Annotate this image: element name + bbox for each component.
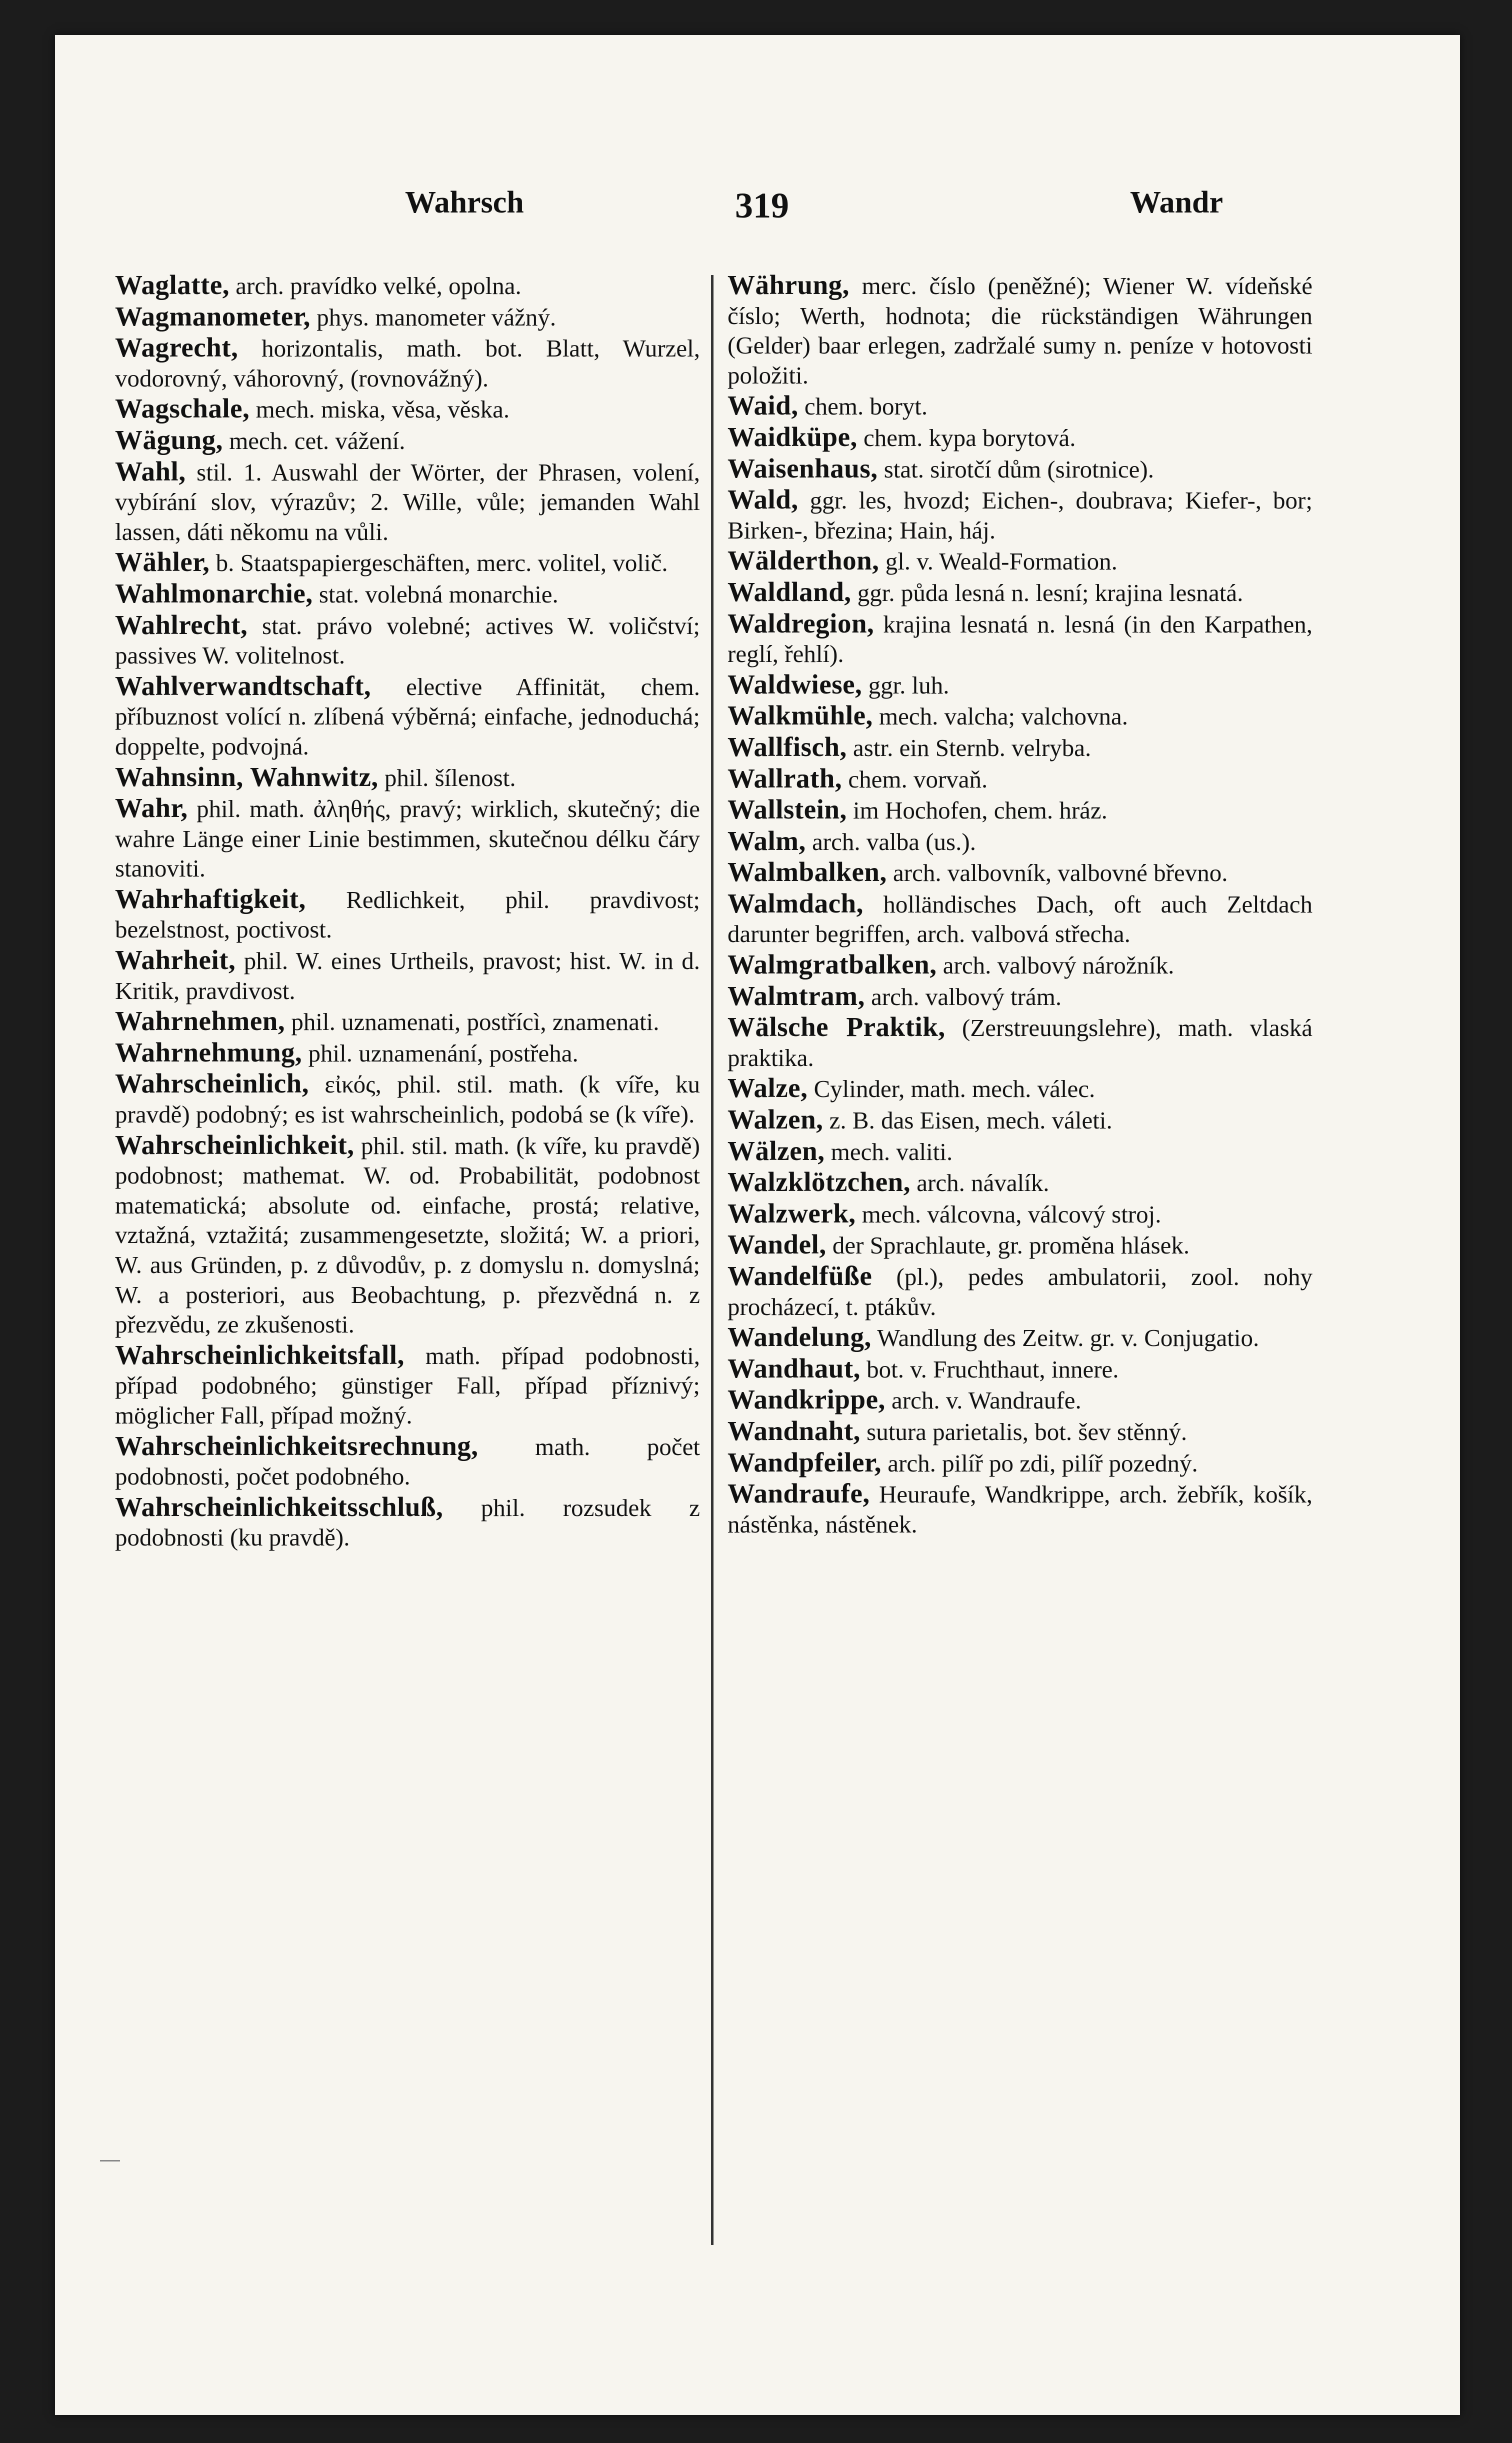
dictionary-entry (728, 1012, 1312, 1072)
entry-headword: Walmgratbalken, (728, 949, 937, 980)
entry-definition: sutura parietalis, bot. šev stěnný. (866, 1418, 1188, 1446)
book-page (55, 35, 1460, 2415)
entry-definition: horizontalis, math. bot. Blatt, Wurzel, vodorovný, váhorovný, (rovnovážný). (115, 334, 700, 392)
entry-headword: Wälzen, (728, 1135, 825, 1166)
dictionary-entry (115, 1038, 700, 1068)
dictionary-entry (728, 826, 1312, 857)
entry-headword: Wandelung, (728, 1322, 872, 1352)
dictionary-entry (728, 1073, 1312, 1104)
entry-headword: Waldland, (728, 576, 852, 607)
dictionary-entry (728, 764, 1312, 794)
dictionary-entry (728, 577, 1312, 608)
dictionary-entry (115, 332, 700, 393)
entry-headword: Walmbalken, (728, 856, 887, 888)
dictionary-entry (728, 888, 1312, 949)
entry-headword: Wagschale, (115, 393, 250, 424)
entry-definition: ggr. les, hvozd; Eichen-, doubrava; Kiefer-, bor; Birken-, březina; Hain, háj. (728, 486, 1312, 544)
dictionary-entry (728, 1322, 1312, 1353)
entry-definition: stil. 1. Auswahl der Wörter, der Phrasen, volení, vybírání slov, výrazův; 2. Wille, vůle; jemanden Wahl lassen, dáti někomu na vůli. (115, 458, 700, 546)
entry-headword: Wandpfeiler, (728, 1446, 882, 1478)
entry-definition: der Sprachlaute, gr. proměna hlásek. (832, 1232, 1190, 1260)
entry-headword: Wahrnehmung, (115, 1036, 302, 1068)
dictionary-entry (728, 1478, 1312, 1539)
entry-definition: ggr. luh. (868, 671, 950, 699)
entry-headword: Wahrscheinlichkeitsfall, (115, 1339, 404, 1370)
entry-headword: Walmtram, (728, 980, 865, 1011)
dictionary-entry (728, 484, 1312, 545)
entry-headword: Waldregion, (728, 608, 874, 638)
entry-definition: mech. miska, věsa, věska. (256, 396, 510, 424)
dictionary-entry (115, 610, 700, 670)
entry-definition: mech. valcha; valchovna. (879, 702, 1128, 730)
entry-definition: merc. číslo (peněžné); Wiener W. vídeňské číslo; Werth, hodnota; die rückständigen Währungen (Gelder) baar erlegen, zadržalé sumy n. peníze v hotovosti položiti. (728, 272, 1313, 389)
dictionary-entry (115, 1068, 700, 1129)
entry-headword: Wahrhaftigkeit, (115, 883, 306, 914)
right-column (728, 270, 1312, 1540)
entry-definition: astr. ein Sternb. velryba. (853, 734, 1092, 762)
entry-headword: Wandhaut, (728, 1352, 860, 1384)
dictionary-entry (728, 732, 1312, 763)
dictionary-entry (115, 547, 700, 578)
entry-headword: Waglatte, (115, 270, 230, 300)
entry-headword: Wälderthon, (728, 545, 880, 576)
entry-headword: Wahnsinn, Wahnwitz, (115, 761, 378, 792)
dictionary-entry (728, 1104, 1312, 1136)
entry-headword: Walzklötzchen, (728, 1166, 911, 1198)
entry-headword: Wähler, (115, 546, 210, 578)
entry-definition: stat. právo volebné; actives W. voličství; passives W. volitelnost. (115, 612, 700, 670)
dictionary-entry (728, 1136, 1312, 1167)
entry-definition: mech. cet. vážení. (229, 426, 406, 454)
entry-definition: arch. v. Wandraufe. (892, 1386, 1082, 1414)
entry-definition: phil. uznamenání, postřeha. (308, 1039, 578, 1067)
entry-definition: phil. uznamenati, postřícì, znamenati. (291, 1008, 660, 1036)
entry-definition: phil. W. eines Urtheils, pravost; hist. W. in d. Kritik, pravdivost. (115, 947, 700, 1004)
entry-headword: Wälsche Praktik, (728, 1012, 946, 1042)
entry-definition: math. případ podobnosti, případ podobného; günstiger Fall, případ příznivý; möglicher Fall, případ možný. (115, 1342, 700, 1429)
dictionary-entry (728, 608, 1312, 669)
entry-definition: Cylinder, math. mech. válec. (814, 1075, 1096, 1103)
dictionary-entry (728, 454, 1312, 484)
entry-headword: Wahrscheinlichkeit, (115, 1129, 354, 1160)
dictionary-entry (115, 671, 700, 762)
dictionary-entry (115, 1431, 700, 1492)
entry-definition: z. B. das Eisen, mech. váleti. (829, 1106, 1112, 1134)
entry-headword: Wahl, (115, 456, 186, 486)
entry-headword: Wahrscheinlichkeitsschluß, (115, 1491, 444, 1522)
entry-definition: ggr. půda lesná n. lesní; krajina lesnatá. (857, 578, 1244, 606)
entry-definition: stat. volebná monarchie. (318, 580, 558, 608)
entry-definition: (Zerstreuungslehre), math. vlaská praktika. (728, 1014, 1312, 1072)
entry-definition: holländisches Dach, oft auch Zeltdach darunter begriffen, arch. valbová střecha. (728, 890, 1312, 948)
dictionary-entry (728, 1354, 1312, 1384)
entry-headword: Wallfisch, (728, 731, 847, 762)
entry-definition: phil. rozsudek z podobnosti (ku pravdě). (115, 1494, 700, 1552)
entry-definition: im Hochofen, chem. hráz. (853, 796, 1108, 824)
dictionary-entry (115, 1340, 700, 1430)
dictionary-entry (728, 981, 1312, 1012)
entry-headword: Waid, (728, 390, 798, 421)
margin-mark (100, 2160, 120, 2162)
entry-definition: arch. valba (us.). (812, 828, 976, 856)
dictionary-entry (115, 1006, 700, 1037)
entry-definition: chem. boryt. (804, 392, 928, 420)
entry-definition: phil. šílenost. (384, 764, 516, 792)
dictionary-entry (728, 1167, 1312, 1198)
entry-definition: (pl.), pedes ambulatorii, zool. nohy procházecí, t. ptákův. (728, 1263, 1313, 1320)
entry-definition: mech. valiti. (830, 1138, 953, 1166)
entry-definition: mech. válcovna, válcový stroj. (862, 1200, 1162, 1228)
page-number: 319 (735, 186, 789, 226)
entry-headword: Wahrnehmen, (115, 1006, 286, 1036)
entry-headword: Waldwiese, (728, 668, 862, 700)
entry-definition: bot. v. Fruchthaut, innere. (866, 1355, 1119, 1383)
entry-definition: Heuraufe, Wandkrippe, arch. žebřík, košík, nástěnka, nástěnek. (728, 1480, 1312, 1538)
dictionary-entry (115, 1492, 700, 1552)
entry-definition: gl. v. Weald-Formation. (885, 548, 1118, 576)
dictionary-entry (728, 390, 1312, 422)
dictionary-entry (115, 793, 700, 884)
header-right-guideword: Wandr (1130, 186, 1224, 220)
dictionary-entry (728, 546, 1312, 576)
dictionary-entry (728, 1416, 1312, 1447)
entry-definition: arch. pravídko velké, opolna. (236, 272, 522, 300)
entry-definition: math. počet podobnosti, počet podobného. (115, 1432, 700, 1490)
header-left-guideword: Wahrsch (405, 186, 524, 220)
entry-headword: Wahrscheinlich, (115, 1068, 309, 1099)
entry-headword: Wahrscheinlichkeitsrechnung, (115, 1430, 478, 1461)
left-column (115, 270, 700, 1553)
entry-definition: arch. valbový nárožník. (942, 952, 1174, 980)
entry-headword: Waisenhaus, (728, 452, 878, 484)
entry-definition: chem. kypa borytová. (864, 424, 1076, 452)
dictionary-entry (115, 884, 700, 944)
entry-headword: Wägung, (115, 424, 223, 455)
dictionary-entry (115, 762, 700, 793)
dictionary-entry (728, 1448, 1312, 1478)
running-header (320, 185, 1320, 245)
entry-headword: Walzwerk, (728, 1198, 856, 1228)
entry-definition: Wandlung des Zeitw. gr. v. Conjugatio. (877, 1324, 1260, 1352)
entry-definition: arch. pilíř po zdi, pilíř pozedný. (888, 1449, 1198, 1477)
entry-definition: arch. valbovník, valbovné břevno. (893, 859, 1228, 887)
dictionary-entry (115, 456, 700, 547)
dictionary-entry (115, 1130, 700, 1340)
entry-headword: Wandnaht, (728, 1415, 860, 1446)
entry-headword: Wahlmonarchie, (115, 578, 313, 608)
entry-definition: stat. sirotčí dům (sirotnice). (884, 455, 1154, 483)
dictionary-entry (115, 394, 700, 424)
dictionary-entry (115, 945, 700, 1006)
dictionary-entry (728, 1198, 1312, 1230)
dictionary-entry (728, 670, 1312, 700)
entry-definition: chem. vorvaň. (848, 765, 988, 793)
entry-headword: Wahlrecht, (115, 609, 248, 640)
dictionary-entry (728, 700, 1312, 732)
entry-headword: Walkmühle, (728, 700, 873, 731)
entry-headword: Wahlverwandtschaft, (115, 670, 372, 701)
entry-definition: phil. math. ἀληθής, pravý; wirklich, skutečný; die wahre Länge einer Linie bestimmen, skutečnou délku čáry stanoviti. (115, 795, 700, 882)
entry-headword: Wagmanometer, (115, 300, 310, 332)
entry-headword: Walmdach, (728, 888, 864, 918)
entry-definition: elective Affinität, chem. příbuznost volící n. zlíbená výběrná; einfache, jednoduchá; doppelte, podvojná. (115, 672, 700, 760)
entry-headword: Währung, (728, 270, 850, 300)
dictionary-entry (728, 857, 1312, 888)
entry-definition: krajina lesnatá n. lesná (in den Karpathen, reglí, řehlí). (728, 610, 1313, 668)
entry-definition: b. Staatspapiergeschäften, merc. volitel, volič. (216, 549, 668, 577)
entry-headword: Walze, (728, 1072, 808, 1104)
entry-headword: Wallrath, (728, 762, 842, 794)
entry-headword: Wald, (728, 484, 798, 515)
dictionary-entry (728, 1384, 1312, 1416)
entry-headword: Wagrecht, (115, 332, 238, 363)
entry-headword: Wallstein, (728, 794, 847, 825)
entry-definition: Redlichkeit, phil. pravdivost; bezelstnost, poctivost. (115, 886, 700, 944)
entry-headword: Wahr, (115, 792, 188, 824)
entry-headword: Waidküpe, (728, 421, 858, 452)
entry-definition: arch. valbový trám. (871, 982, 1062, 1010)
dictionary-entry (115, 302, 700, 332)
entry-headword: Wandraufe, (728, 1478, 870, 1509)
dictionary-entry (115, 270, 700, 301)
dictionary-entry (728, 950, 1312, 980)
entry-definition: phil. stil. math. (k víře, ku pravdě) podobnost; mathemat. W. od. Probabilität, podobnost matematická; absolute od. einfache, prostá; relative, vztažná, vztažitá; zusammengesetzte, složitá; W. a priori, W. aus Gründen, p. z důvodův, p. z domyslu n. domyslná; W. a posteriori, aus Beobachtung, p. přezvědná n. z přezvědu, ze zkušenosti. (115, 1132, 700, 1338)
entry-headword: Wandelfüße (728, 1260, 872, 1291)
dictionary-entry (728, 422, 1312, 453)
dictionary-entry (728, 1230, 1312, 1260)
dictionary-entry (728, 794, 1312, 826)
entry-headword: Wandel, (728, 1229, 826, 1260)
entry-headword: Wandkrippe, (728, 1384, 886, 1415)
entry-definition: εἰκός, phil. stil. math. (k víře, ku pravdě) podobný; es ist wahrscheinlich, podobá se (k víře). (115, 1070, 700, 1128)
dictionary-entry (728, 1261, 1312, 1322)
entry-definition: arch. návalík. (916, 1169, 1050, 1197)
dictionary-entry (728, 270, 1312, 390)
column-divider (711, 275, 714, 2245)
dictionary-entry (115, 578, 700, 610)
entry-headword: Walzen, (728, 1104, 824, 1135)
entry-headword: Wahrheit, (115, 944, 236, 976)
entry-definition: phys. manometer vážný. (316, 303, 556, 331)
entry-headword: Walm, (728, 825, 806, 856)
dictionary-entry (115, 425, 700, 456)
